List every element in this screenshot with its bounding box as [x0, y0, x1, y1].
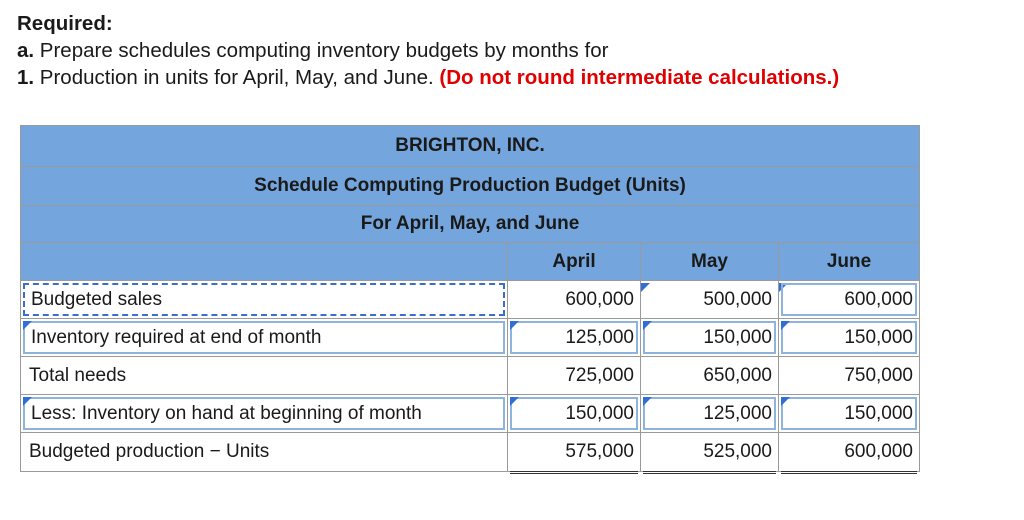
total-needs-june: 750,000: [844, 365, 913, 386]
input-marker-icon: [781, 321, 790, 330]
budgeted-production-label: Budgeted production − Units: [29, 441, 270, 462]
instruction-a-text: Prepare schedules computing inventory budgets by months for: [34, 39, 609, 62]
instructions: [17, 10, 839, 91]
instruction-1-prefix: 1.: [17, 66, 35, 89]
input-marker-icon: [781, 397, 790, 406]
input-marker-icon: [23, 321, 32, 330]
total-needs-may: 650,000: [703, 365, 772, 386]
value-cell: [779, 319, 919, 356]
value-cell: [508, 357, 641, 394]
row-label-cell: [21, 281, 508, 318]
company-name: BRIGHTON, INC.: [21, 126, 919, 167]
budgeted-production-april: 575,000: [508, 433, 640, 470]
inventory-required-may-input[interactable]: 150,000: [643, 321, 776, 354]
budgeted-sales-april: 600,000: [565, 289, 634, 310]
value-cell: [641, 395, 779, 432]
table-row: [21, 319, 919, 357]
budgeted-production-may: 525,000: [641, 433, 778, 470]
instruction-1-text: Production in units for April, May, and June.: [34, 66, 440, 89]
input-marker-icon: [643, 321, 652, 330]
budgeted-sales-label-input[interactable]: Budgeted sales: [23, 283, 505, 316]
inventory-on-hand-june-input[interactable]: 150,000: [781, 397, 917, 430]
column-header-april: April: [508, 243, 641, 280]
inventory-required-june-input[interactable]: 150,000: [781, 321, 917, 354]
column-header-may: May: [641, 243, 779, 280]
table-row: [21, 281, 919, 319]
table-row: [21, 357, 919, 395]
input-marker-icon: [643, 397, 652, 406]
total-needs-label: Total needs: [29, 365, 127, 386]
value-cell: [641, 319, 779, 356]
inventory-required-label-input[interactable]: Inventory required at end of month: [23, 321, 505, 354]
inventory-on-hand-may-input[interactable]: 125,000: [643, 397, 776, 430]
value-cell: [779, 395, 919, 432]
schedule-title: Schedule Computing Production Budget (Units): [21, 167, 919, 206]
value-cell: [779, 357, 919, 394]
input-marker-icon: [510, 397, 519, 406]
budgeted-sales-june-input[interactable]: 600,000: [781, 283, 917, 316]
instruction-line-1: [17, 64, 839, 91]
value-cell: [779, 281, 919, 318]
row-label-cell: [21, 395, 508, 432]
value-cell: [641, 433, 779, 471]
column-header-row: [21, 243, 919, 281]
total-needs-april: 725,000: [565, 365, 634, 386]
required-heading: Required:: [17, 12, 113, 35]
row-label-cell: [21, 433, 508, 471]
value-cell: [508, 395, 641, 432]
period-title: For April, May, and June: [21, 206, 919, 243]
value-cell: [508, 281, 641, 318]
production-budget-table: [20, 125, 920, 472]
value-cell: [508, 433, 641, 471]
input-marker-icon: [23, 397, 32, 406]
instruction-note: (Do not round intermediate calculations.): [439, 66, 840, 89]
budgeted-sales-may: 500,000: [703, 289, 772, 310]
table-row: [21, 433, 919, 471]
table-row: [21, 395, 919, 433]
column-header-june: June: [826, 251, 872, 272]
value-cell: [641, 357, 779, 394]
inventory-on-hand-label-input[interactable]: Less: Inventory on hand at beginning of month: [23, 397, 505, 430]
instruction-a-prefix: a.: [17, 39, 35, 62]
value-cell: [508, 319, 641, 356]
row-label-cell: [21, 357, 508, 394]
instruction-line-a: [17, 37, 839, 64]
value-cell: [641, 281, 779, 318]
row-label-cell: [21, 319, 508, 356]
column-header-blank: [21, 243, 508, 280]
inventory-required-april-input[interactable]: 125,000: [510, 321, 638, 354]
input-marker-icon: [510, 321, 519, 330]
budgeted-production-june: 600,000: [779, 433, 919, 470]
value-cell: [779, 433, 919, 471]
inventory-on-hand-april-input[interactable]: 150,000: [510, 397, 638, 430]
